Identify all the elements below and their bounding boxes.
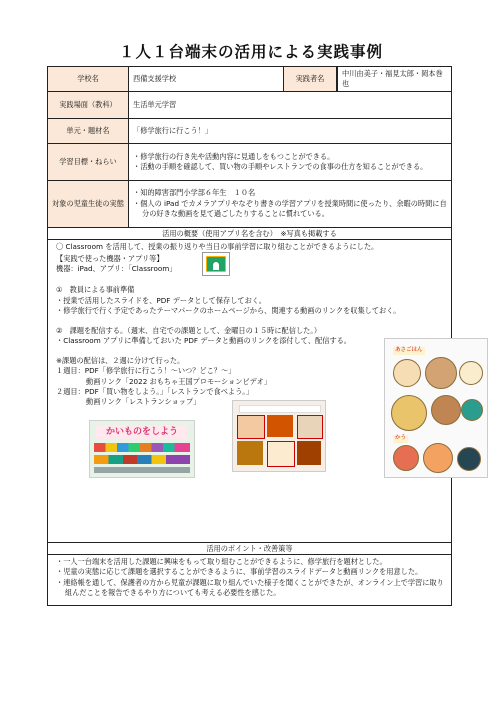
overview-body xyxy=(48,240,451,542)
step1-title: ① 教員による事前準備 xyxy=(56,285,135,295)
student-label: 対象の児童生徒の実態 xyxy=(48,181,129,227)
goal-line: ・修学旅行の行き先や活動内容に見通しをもつことができる。 xyxy=(133,151,335,161)
scene-value: 生活単元学習 xyxy=(133,99,177,109)
unit-row xyxy=(48,119,451,144)
buy-tag: かう xyxy=(395,434,407,441)
goal-row xyxy=(48,144,451,181)
goal-label: 学習目標・ねらい xyxy=(48,144,129,180)
unit-label: 単元・題材名 xyxy=(48,119,129,143)
week2-video: 動画リンク「レストランショップ」 xyxy=(86,397,201,407)
shop-steps-image xyxy=(232,400,326,472)
classroom-icon xyxy=(202,252,230,276)
point-line: ・児童の実態に応じて課題を選択することができるように、事前学習のスライドデータと動画リンクを用意した。 xyxy=(56,567,423,577)
week1-video: 動画リンク「2022 おもちゃ王国プロモーションビデオ」 xyxy=(86,376,272,386)
points-body xyxy=(48,555,451,605)
breakfast-tag: あさごはん xyxy=(395,346,423,353)
school-label: 学校名 xyxy=(48,67,129,91)
goal-value xyxy=(129,144,451,180)
page-title: １人１台端末の活用による実践事例 xyxy=(118,43,383,61)
overview-heading: 活用の概要（使用アプリ名を含む） ※写真も掲載する xyxy=(48,228,451,240)
step1-line: ・修学旅行で行く予定であったテーマパークのホームページから、関連する動画のリンクを収集しておく。 xyxy=(56,306,401,316)
step2-line: ・Classroom アプリに準備しておいた PDF データと動画のリンクを添付して、配信する。 xyxy=(56,336,351,346)
unit-value: 「修学旅行に行こう！」 xyxy=(133,125,213,135)
teacher-label: 実践者名 xyxy=(283,67,337,91)
week1-pdf: １週目：PDF「修学旅行に行こう！～いつ？どこ？～」 xyxy=(56,366,236,376)
student-line: ・個人の iPad でカメラアプリやなぞり書きの学習アプリを授業時間に使ったり、余暇の時間に自分の好きな動画を見て過ごしたりすることに慣れている。 xyxy=(133,198,447,219)
shopping-slide-image xyxy=(89,420,195,478)
goal-line: ・活動の手順を確認して、買い物の手順やレストランでの食事の仕方を知ることができる。 xyxy=(133,162,428,171)
devices-title: 【実践で使った機器・アプリ等】 xyxy=(56,254,164,263)
school-value: 西備支援学校 xyxy=(133,73,177,83)
teacher-value: 中川由美子・福見太郎・岡本巻也 xyxy=(337,67,451,91)
student-value xyxy=(129,181,451,227)
note-title: ※課題の配信は、２週に分けて行った。 xyxy=(56,355,185,365)
restaurant-menu-image xyxy=(384,338,488,478)
week2-pdf: ２週目：PDF「買い物をしよう。」「レストランで食べよう。」 xyxy=(56,386,254,396)
scene-label: 実践場面（教科） xyxy=(48,92,129,118)
points-heading: 活用のポイント・改善策等 xyxy=(48,542,451,555)
report-table xyxy=(47,66,452,606)
point-line: ・一人一台端末を活用した課題に興味をもって取り組むことができるように、修学旅行を題材とした。 xyxy=(56,557,387,566)
shopping-slide-title: かいものをしよう xyxy=(96,425,188,439)
header-row xyxy=(48,67,451,92)
scene-row xyxy=(48,92,451,119)
overview-intro: 〇 Classroom を活用して、授業の振り返りや当日の事前学習に取り組むことができるようにした。 xyxy=(56,242,379,251)
step1-line: ・授業で活用したスライドを、PDF データとして保存しておく。 xyxy=(56,295,266,305)
point-line: ・連絡帳を通して、保護者の方から児童が課題に取り組んでいた様子を聞くことができたが、オンライン上で学習に取り組んだことを報告できるやり方についても考える必要性を感じた。 xyxy=(56,577,444,598)
student-row xyxy=(48,181,451,228)
devices-value: 機器：iPad、アプリ：「Classroom」 xyxy=(56,264,177,274)
step2-title: ② 課題を配信する。（週末、自宅での課題として、金曜日の１５時に配信した。） xyxy=(56,325,322,335)
student-line: ・知的障害部門小学部６年生 １０名 xyxy=(133,188,256,198)
